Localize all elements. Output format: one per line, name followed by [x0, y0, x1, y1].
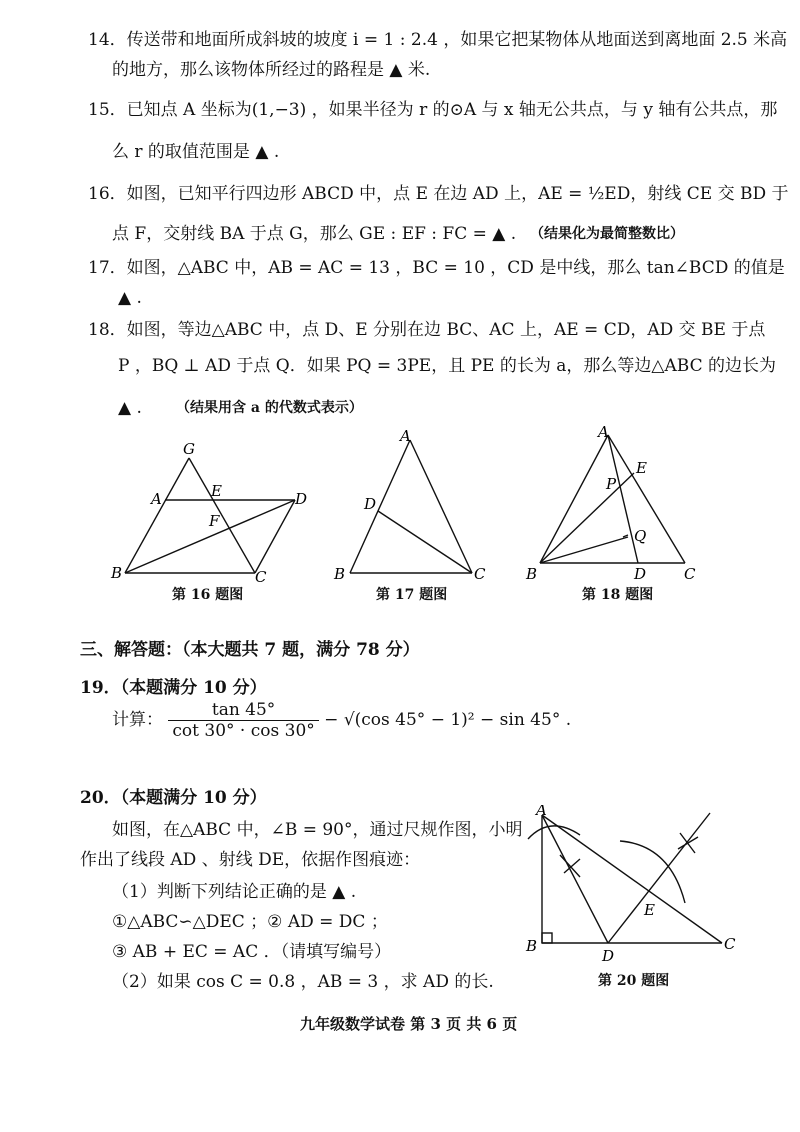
q20-line4: ①△ABC∽△DEC ；② AD = DC ；: [112, 912, 388, 932]
fig16-label-b: B: [111, 564, 123, 582]
fig20-label-a: A: [536, 805, 547, 819]
figure-16: [105, 438, 320, 588]
q17-line1: 17．如图，△ABC 中，AB = AC = 13 ，BC = 10 ，CD 是中线，那么 tan∠BCD 的值是: [88, 258, 785, 278]
q18-note: （结果用含 a 的代数式表示）: [176, 400, 363, 416]
q16-note: （结果化为最简整数比）: [530, 226, 684, 242]
fig20-label-c: C: [724, 935, 736, 953]
fig17-caption: 第 17 题图: [376, 587, 448, 603]
fig20-label-d: D: [602, 947, 615, 965]
fig20-label-e: E: [644, 901, 655, 919]
q17-line2: ▲ .: [118, 288, 142, 308]
q18-line1: 18．如图，等边△ABC 中，点 D、E 分别在边 BC、AC 上，AE = CD，AD 交 BE 于点: [88, 320, 766, 340]
fig18-label-c: C: [684, 565, 696, 583]
fig18-label-a: A: [598, 425, 609, 441]
q20-line2: 作出了线段 AD 、射线 DE，依据作图痕迹：: [80, 850, 421, 870]
q20-line5: ③ AB + EC = AC ．（请填写编号）: [112, 942, 392, 962]
fig16-label-f: F: [209, 512, 220, 530]
figure-18: [520, 425, 705, 585]
fig20-caption: 第 20 题图: [598, 973, 670, 989]
fig16-label-g: G: [183, 440, 195, 458]
page-footer: 九年级数学试卷 第 3 页 共 6 页: [300, 1015, 518, 1033]
fig18-label-b: B: [526, 565, 538, 583]
q20-line3: （1）判断下列结论正确的是 ▲ .: [112, 882, 357, 902]
fig16-label-e: E: [211, 482, 222, 500]
fig18-label-q: Q: [634, 527, 647, 545]
q19-fraction: [168, 700, 318, 741]
q19-rest: − √(cos 45° − 1)² − sin 45° .: [324, 710, 572, 730]
fig20-label-b: B: [526, 937, 538, 955]
q16-line2: 点 F，交射线 BA 于点 G，那么 GE : EF : FC = ▲ .: [112, 224, 517, 244]
q19-heading: 19．（本题满分 10 分）: [80, 678, 267, 698]
fig16-label-d: D: [295, 490, 308, 508]
q20-line6: （2）如果 cos C = 0.8 ，AB = 3 ，求 AD 的长.: [112, 972, 494, 992]
fig17-label-a: A: [400, 427, 411, 445]
fig18-label-e: E: [636, 459, 647, 477]
q15-line2: 么 r 的取值范围是 ▲ .: [112, 142, 280, 162]
figure-20: [520, 805, 745, 965]
fig17-label-c: C: [474, 565, 486, 583]
fig18-caption: 第 18 题图: [582, 587, 654, 603]
section3-heading: 三、解答题：（本大题共 7 题，满分 78 分）: [80, 640, 420, 660]
q20-heading: 20．（本题满分 10 分）: [80, 788, 267, 808]
q19-denominator: cot 30° · cos 30°: [172, 721, 315, 741]
fig16-caption: 第 16 题图: [172, 587, 244, 603]
fig18-label-d: D: [634, 565, 647, 583]
q15-line1: 15．已知点 A 坐标为(1,−3) ，如果半径为 r 的⊙A 与 x 轴无公共点，与 y 轴有公共点，那: [88, 100, 778, 120]
q16-line1: 16．如图，已知平行四边形 ABCD 中，点 E 在边 AD 上，AE = ½ED，射线 CE 交 BD 于: [88, 184, 789, 204]
fig16-label-c: C: [255, 568, 267, 586]
q18-line2: P ，BQ ⊥ AD 于点 Q．如果 PQ = 3PE，且 PE 的长为 a，那么等边△ABC 的边长为: [118, 356, 776, 376]
fig16-label-a: A: [151, 490, 162, 508]
q19-prefix: 计算：: [112, 710, 163, 730]
fig17-label-d: D: [364, 495, 377, 513]
fig17-label-b: B: [334, 565, 346, 583]
q14-line1: 14．传送带和地面所成斜坡的坡度 i = 1 : 2.4 ，如果它把某物体从地面送到离地面 2.5 米高: [88, 30, 788, 50]
q20-line1: 如图，在△ABC 中，∠B = 90°，通过尺规作图，小明: [112, 820, 523, 840]
q18-line3: ▲ .: [118, 398, 142, 418]
q19-numerator: tan 45°: [168, 700, 318, 721]
figure-17: [330, 425, 495, 585]
fig18-label-p: P: [606, 475, 617, 493]
q19-formula: [112, 700, 571, 741]
q14-line2: 的地方，那么该物体所经过的路程是 ▲ 米.: [112, 60, 431, 80]
